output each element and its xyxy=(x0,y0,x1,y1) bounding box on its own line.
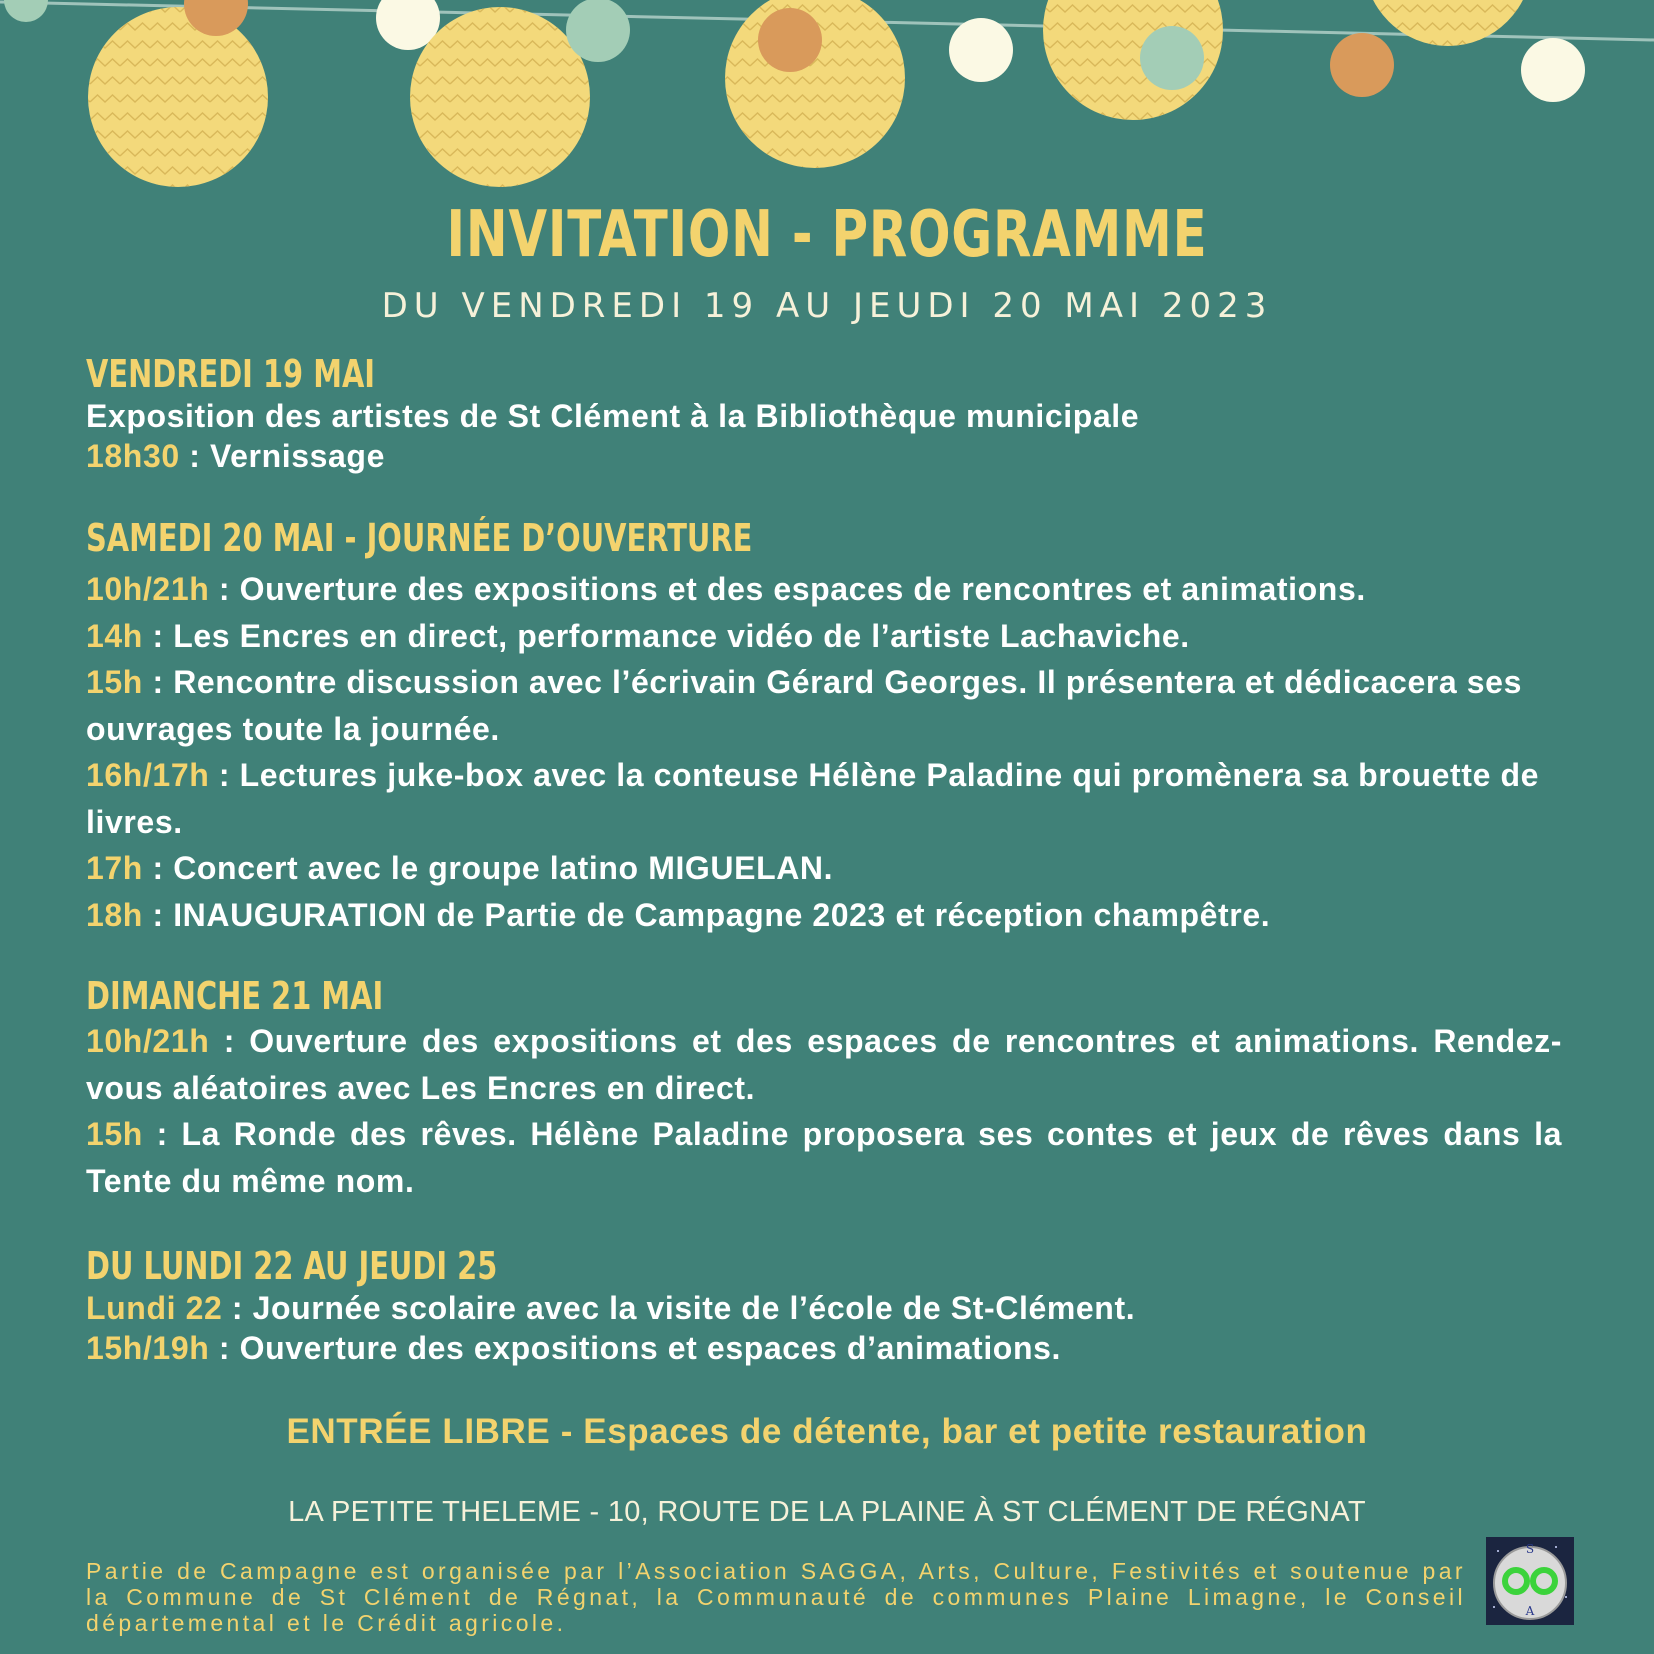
programme-item xyxy=(86,1111,1562,1204)
day-heading-saturday: SAMEDI 20 MAI - JOURNÉE D’OUVERTURE xyxy=(86,516,753,560)
item-text: : INAUGURATION de Partie de Campagne 2023 et réception champêtre. xyxy=(142,896,1271,933)
day-heading-sunday: DIMANCHE 21 MAI xyxy=(86,974,384,1018)
programme-item xyxy=(86,1328,1562,1368)
item-text: : Concert avec le groupe latino MIGUELAN. xyxy=(142,850,834,886)
programme xyxy=(86,352,1562,1368)
lantern-icon xyxy=(88,7,268,187)
lantern-garland-decoration xyxy=(0,0,1654,200)
programme-item xyxy=(86,659,1562,752)
lantern-icon xyxy=(1364,0,1532,46)
item-text: : Journée scolaire avec la visite de l’école de St-Clément. xyxy=(222,1290,1136,1326)
programme-item xyxy=(86,892,1562,939)
lantern-icon xyxy=(4,0,48,22)
item-text: : La Ronde des rêves. Hélène Paladine proposera ses contes et jeux de rêves dans la Tente du même nom. xyxy=(86,1116,1562,1199)
item-time: 15h xyxy=(86,1116,143,1152)
page-subtitle: DU VENDREDI 19 AU JEUDI 20 MAI 2023 xyxy=(381,286,1273,326)
programme-item xyxy=(86,613,1562,660)
lantern-icon xyxy=(949,18,1013,82)
programme-item xyxy=(86,752,1562,845)
lantern-icon xyxy=(1140,26,1204,90)
venue-address: LA PETITE THELEME - 10, ROUTE DE LA PLAINE À ST CLÉMENT DE RÉGNAT xyxy=(288,1496,1366,1528)
free-entry-banner: ENTRÉE LIBRE - Espaces de détente, bar et petite restauration xyxy=(286,1412,1368,1451)
item-time: 18h xyxy=(86,896,143,933)
item-time: 17h xyxy=(86,850,143,886)
organizer-credits: Partie de Campagne est organisée par l’Association SAGGA, Arts, Culture, Festivités et soutenue par la Commune de St Clément de Régnat, la Communauté de communes Plaine Limagne, le Conseil départemental et le Crédit agricole. xyxy=(86,1558,1466,1636)
lantern-icon xyxy=(1521,38,1585,102)
day-heading-weekdays: DU LUNDI 22 AU JEUDI 25 xyxy=(86,1244,498,1288)
item-text: : Vernissage xyxy=(179,438,385,474)
programme-item xyxy=(86,1288,1562,1328)
item-text: : Rencontre discussion avec l’écrivain Gérard Georges. Il présentera et dédicacera ses ouvrages toute la journée. xyxy=(86,664,1522,747)
item-text: : Lectures juke-box avec la conteuse Hélène Paladine qui promènera sa brouette de livres. xyxy=(86,757,1539,840)
item-text: : Ouverture des expositions et espaces d’animations. xyxy=(209,1330,1061,1366)
item-time: Lundi 22 xyxy=(86,1290,223,1326)
item-time: 15h xyxy=(86,664,143,700)
item-time: 16h/17h xyxy=(86,757,210,793)
page-title: INVITATION - PROGRAMME xyxy=(446,198,1208,272)
lantern-icon xyxy=(758,8,822,72)
programme-item xyxy=(86,1018,1562,1111)
sagga-logo-icon xyxy=(1486,1537,1574,1625)
item-text: : Ouverture des expositions et des espaces de rencontres et animations. Rendez-vous aléatoires avec Les Encres en direct. xyxy=(86,1023,1562,1106)
item-time: 15h/19h xyxy=(86,1330,210,1366)
item-text: : Ouverture des expositions et des espaces de rencontres et animations. xyxy=(209,571,1366,607)
item-text: : Les Encres en direct, performance vidéo de l’artiste Lachaviche. xyxy=(142,617,1190,654)
item-time: 14h xyxy=(86,617,143,654)
day-heading-friday: VENDREDI 19 MAI xyxy=(86,352,376,396)
friday-description: Exposition des artistes de St Clément à la Bibliothèque municipale xyxy=(86,398,1140,434)
lantern-icon xyxy=(1330,33,1394,97)
svg-text:A: A xyxy=(1525,1604,1535,1618)
item-time: 10h/21h xyxy=(86,1023,210,1059)
item-time: 10h/21h xyxy=(86,571,210,607)
lantern-icon xyxy=(410,7,590,187)
programme-item xyxy=(86,436,1562,476)
programme-item xyxy=(86,845,1562,892)
item-time: 18h30 xyxy=(86,438,180,474)
svg-text:S: S xyxy=(1525,1542,1535,1556)
lantern-icon xyxy=(566,0,630,62)
programme-item xyxy=(86,566,1562,613)
